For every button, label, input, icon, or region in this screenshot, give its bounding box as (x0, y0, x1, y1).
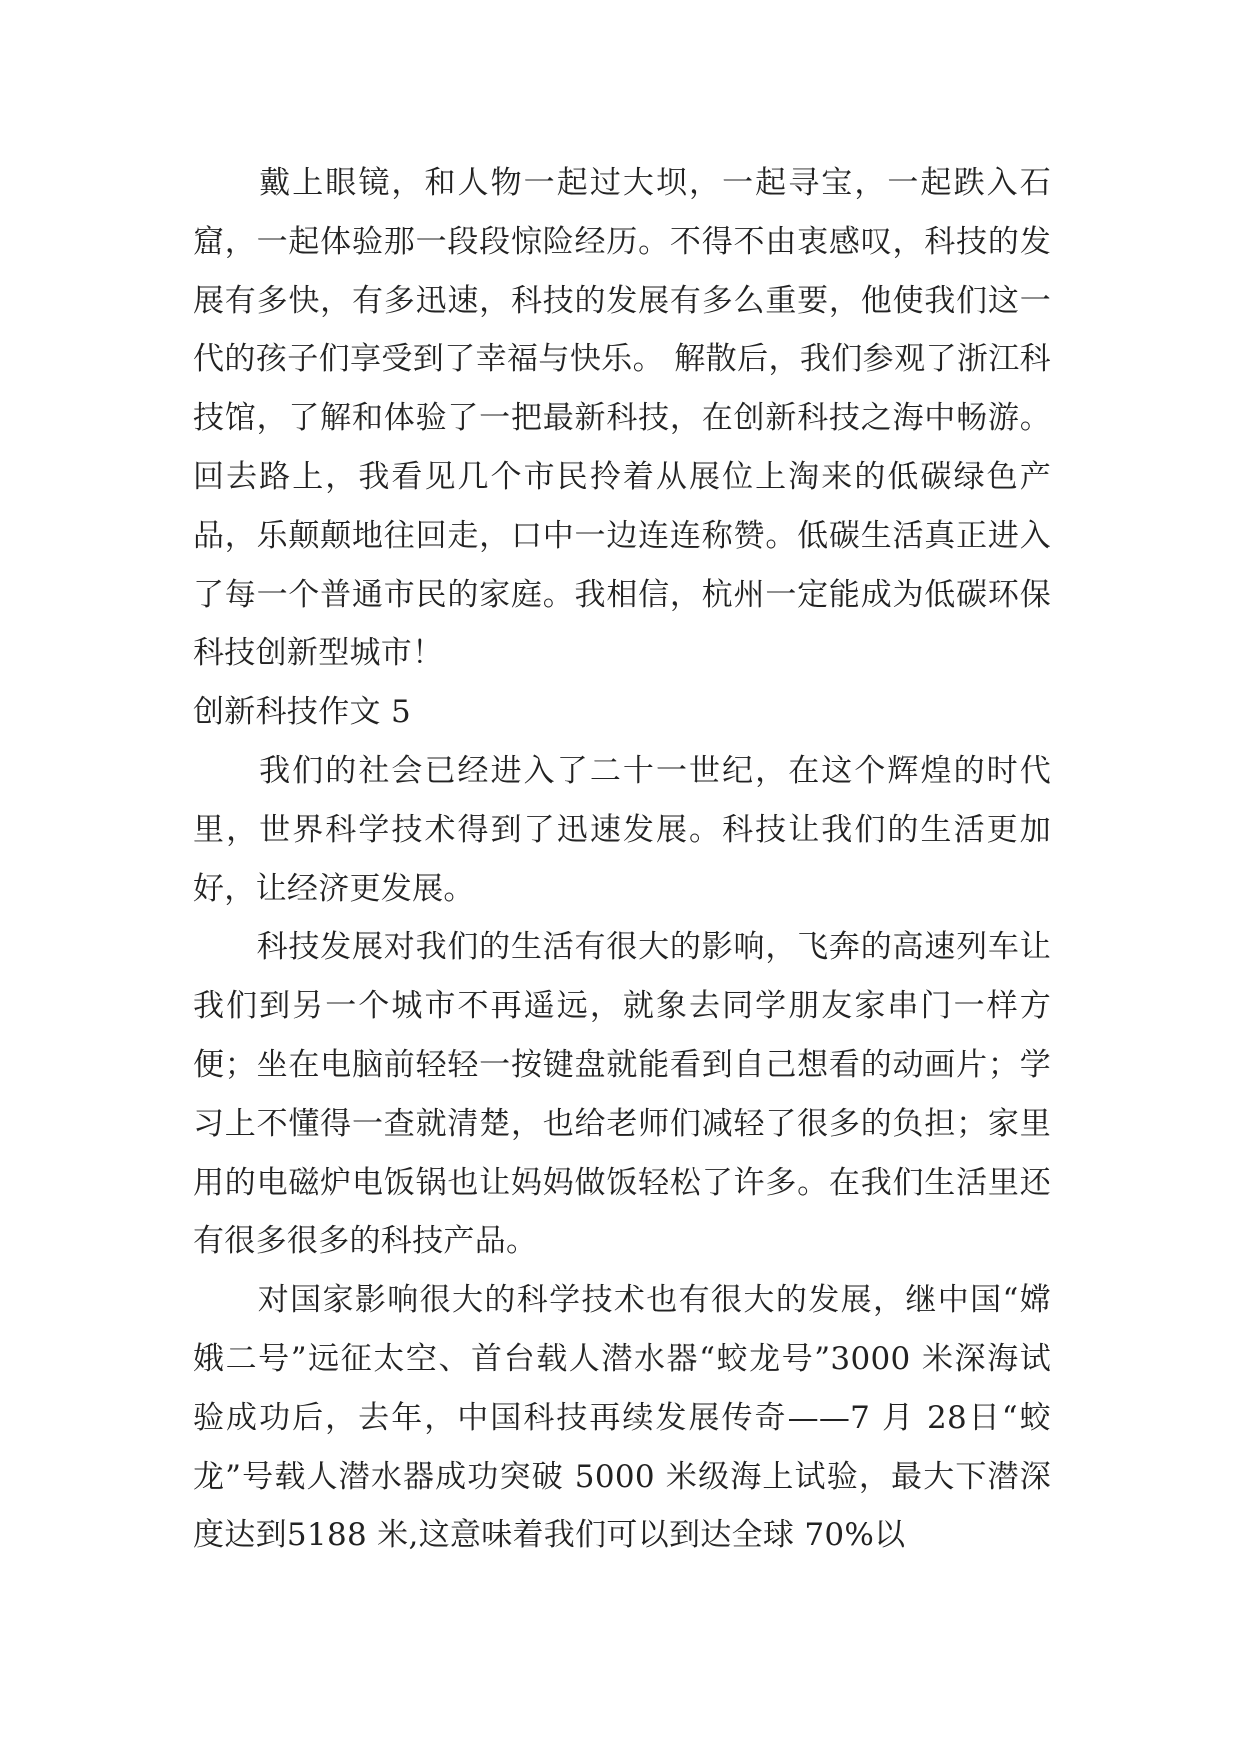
paragraph-2: 我们的社会已经进入了二十一世纪，在这个辉煌的时代里，世界科学技术得到了迅速发展。科技让我们的生活更加好，让经济更发展。 (193, 752, 1051, 907)
section-heading: 创新科技作文 5 (193, 694, 411, 731)
paragraph-1: 戴上眼镜，和人物一起过大坝，一起寻宝，一起跌入石窟，一起体验那一段段惊险经历。不得不由衷感叹，科技的发展有多快，有多迅速，科技的发展有多么重要，他使我们这一代的孩子们享受到了幸福与快乐。 解散后，我们参观了浙江科技馆，了解和体验了一把最新科技，在创新科技之海中畅游。 回去路上，我看见几个市民拎着从展位上淘来的低碳绿色产品，乐颠颠地往回走，口中一边连连称赞。低碳生活真正进入了每一个普通市民的家庭。我相信，杭州一定能成为低碳环保科技创新型城市！ (193, 165, 1051, 672)
document-body (193, 154, 1051, 1565)
paragraph-3: 科技发展对我们的生活有很大的影响，飞奔的高速列车让我们到另一个城市不再遥远，就象去同学朋友家串门一样方便；坐在电脑前轻轻一按键盘就能看到自己想看的动画片；学习上不懂得一查就清楚，也给老师们减轻了很多的负担；家里用的电磁炉电饭锅也让妈妈做饭轻松了许多。在我们生活里还有很多很多的科技产品。 (193, 929, 1051, 1260)
paragraph-4: 对国家影响很大的科学技术也有很大的发展，继中国“嫦娥二号”远征太空、首台载人潜水器“蛟龙号”3000 米深海试验成功后，去年，中国科技再续发展传奇——7 月 28日“蛟龙”号载人潜水器成功突破 5000 米级海上试验，最大下潜深度达到5188 米,这意味着我们可以到达全球 70%以 (193, 1282, 1051, 1554)
